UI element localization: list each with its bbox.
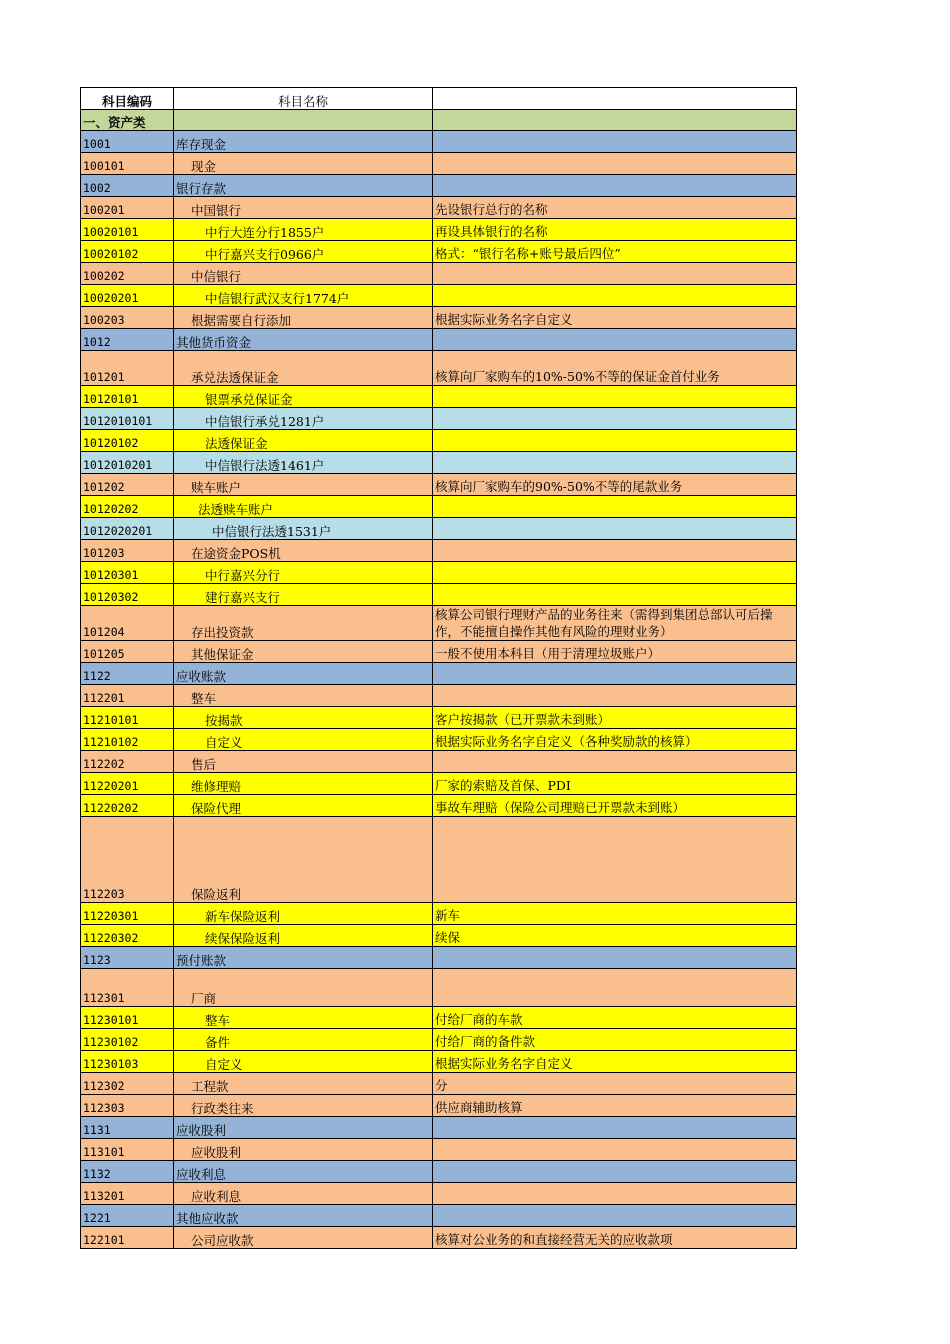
account-description: 分 <box>433 1073 797 1095</box>
account-code: 112201 <box>81 685 174 707</box>
account-name: 自定义 <box>174 729 433 751</box>
account-row <box>81 219 797 241</box>
header-code: 科目编码 <box>81 88 174 110</box>
account-description <box>433 175 797 197</box>
account-description: 一般不使用本科目（用于清理垃圾账户） <box>433 641 797 663</box>
account-name: 厂商 <box>174 969 433 1007</box>
account-row <box>81 1073 797 1095</box>
account-code: 10020101 <box>81 219 174 241</box>
account-name: 自定义 <box>174 1051 433 1073</box>
account-code: 112202 <box>81 751 174 773</box>
account-row <box>81 925 797 947</box>
account-description <box>433 153 797 175</box>
account-code: 101205 <box>81 641 174 663</box>
account-code: 1012010101 <box>81 408 174 430</box>
account-name: 中信银行武汉支行1774户 <box>174 285 433 307</box>
account-row <box>81 452 797 474</box>
account-name: 预付账款 <box>174 947 433 969</box>
account-description: 付给厂商的备件款 <box>433 1029 797 1051</box>
account-row <box>81 606 797 641</box>
account-name: 其他货币资金 <box>174 329 433 351</box>
account-name: 中信银行承兑1281户 <box>174 408 433 430</box>
account-code: 11220202 <box>81 795 174 817</box>
account-code: 100203 <box>81 307 174 329</box>
account-name: 中行嘉兴支行0966户 <box>174 241 433 263</box>
account-row <box>81 153 797 175</box>
account-description <box>433 584 797 606</box>
account-row <box>81 1007 797 1029</box>
account-row <box>81 562 797 584</box>
account-row <box>81 175 797 197</box>
account-row <box>81 329 797 351</box>
account-code: 1012010201 <box>81 452 174 474</box>
account-name: 续保保险返利 <box>174 925 433 947</box>
account-code: 10120202 <box>81 496 174 518</box>
account-code: 11220201 <box>81 773 174 795</box>
account-description <box>433 131 797 153</box>
account-description: 厂家的索赔及首保、PDI <box>433 773 797 795</box>
account-row <box>81 1139 797 1161</box>
account-description <box>433 329 797 351</box>
account-description <box>433 496 797 518</box>
account-description: 续保 <box>433 925 797 947</box>
account-row <box>81 685 797 707</box>
account-name: 建行嘉兴支行 <box>174 584 433 606</box>
account-description <box>433 518 797 540</box>
account-description: 新车 <box>433 903 797 925</box>
account-name: 应收账款 <box>174 663 433 685</box>
account-code: 1122 <box>81 663 174 685</box>
account-description: 格式：“银行名称+账号最后四位” <box>433 241 797 263</box>
chart-of-accounts-table <box>80 87 797 1249</box>
account-code: 10120301 <box>81 562 174 584</box>
account-code: 11210102 <box>81 729 174 751</box>
account-row <box>81 707 797 729</box>
account-name: 中信银行法透1531户 <box>174 518 433 540</box>
account-description <box>433 386 797 408</box>
account-row <box>81 241 797 263</box>
account-code: 1221 <box>81 1205 174 1227</box>
account-code: 101201 <box>81 351 174 386</box>
account-name: 根据需要自行添加 <box>174 307 433 329</box>
account-name: 应收股利 <box>174 1139 433 1161</box>
account-description <box>433 947 797 969</box>
account-name: 现金 <box>174 153 433 175</box>
account-description <box>433 263 797 285</box>
account-name: 银票承兑保证金 <box>174 386 433 408</box>
account-code: 122101 <box>81 1227 174 1249</box>
account-row <box>81 386 797 408</box>
account-row <box>81 496 797 518</box>
account-row <box>81 773 797 795</box>
account-code: 112301 <box>81 969 174 1007</box>
account-row <box>81 1095 797 1117</box>
account-code: 1131 <box>81 1117 174 1139</box>
account-name: 保险代理 <box>174 795 433 817</box>
account-row <box>81 1205 797 1227</box>
account-description <box>433 817 797 903</box>
account-code: 100101 <box>81 153 174 175</box>
account-row <box>81 540 797 562</box>
account-row <box>81 474 797 496</box>
account-description <box>433 285 797 307</box>
account-description <box>433 562 797 584</box>
account-row <box>81 263 797 285</box>
account-code: 1012020201 <box>81 518 174 540</box>
account-code: 1132 <box>81 1161 174 1183</box>
account-description <box>433 969 797 1007</box>
account-name: 整车 <box>174 1007 433 1029</box>
account-description: 事故车理赔（保险公司理赔已开票款未到账） <box>433 795 797 817</box>
account-description <box>433 685 797 707</box>
account-row <box>81 430 797 452</box>
account-name: 法透赎车账户 <box>174 496 433 518</box>
account-description: 供应商辅助核算 <box>433 1095 797 1117</box>
account-row <box>81 131 797 153</box>
account-code: 101202 <box>81 474 174 496</box>
account-row <box>81 817 797 903</box>
account-code: 1002 <box>81 175 174 197</box>
account-code: 11210101 <box>81 707 174 729</box>
account-name: 银行存款 <box>174 175 433 197</box>
account-code: 101204 <box>81 606 174 641</box>
account-description: 核算对公业务的和直接经营无关的应收款项 <box>433 1227 797 1249</box>
section-row <box>81 110 797 131</box>
account-description: 根据实际业务名字自定义 <box>433 1051 797 1073</box>
account-row <box>81 1029 797 1051</box>
account-code: 10120302 <box>81 584 174 606</box>
account-row <box>81 969 797 1007</box>
account-row <box>81 1117 797 1139</box>
account-row <box>81 307 797 329</box>
account-code: 10120102 <box>81 430 174 452</box>
account-description: 根据实际业务名字自定义 <box>433 307 797 329</box>
account-name: 新车保险返利 <box>174 903 433 925</box>
account-name: 在途资金POS机 <box>174 540 433 562</box>
account-code: 10120101 <box>81 386 174 408</box>
account-row <box>81 729 797 751</box>
account-description <box>433 1205 797 1227</box>
account-code: 10020201 <box>81 285 174 307</box>
account-name: 备件 <box>174 1029 433 1051</box>
account-name: 维修理赔 <box>174 773 433 795</box>
account-description <box>433 430 797 452</box>
account-code: 1123 <box>81 947 174 969</box>
account-name: 中信银行 <box>174 263 433 285</box>
account-description: 先设银行总行的名称 <box>433 197 797 219</box>
account-name: 保险返利 <box>174 817 433 903</box>
account-description: 客户按揭款（已开票款未到账） <box>433 707 797 729</box>
account-description <box>433 663 797 685</box>
account-name: 中行嘉兴分行 <box>174 562 433 584</box>
account-row <box>81 518 797 540</box>
section-blank <box>433 110 797 131</box>
account-code: 112303 <box>81 1095 174 1117</box>
account-name: 其他应收款 <box>174 1205 433 1227</box>
account-name: 库存现金 <box>174 131 433 153</box>
account-row <box>81 285 797 307</box>
account-row <box>81 947 797 969</box>
account-code: 100202 <box>81 263 174 285</box>
account-code: 113101 <box>81 1139 174 1161</box>
account-description <box>433 1183 797 1205</box>
account-name: 按揭款 <box>174 707 433 729</box>
header-desc <box>433 88 797 110</box>
account-name: 公司应收款 <box>174 1227 433 1249</box>
account-name: 赎车账户 <box>174 474 433 496</box>
account-name: 中行大连分行1855户 <box>174 219 433 241</box>
account-description <box>433 540 797 562</box>
header-row <box>81 88 797 110</box>
account-code: 112302 <box>81 1073 174 1095</box>
account-row <box>81 641 797 663</box>
section-label: 一、资产类 <box>81 110 174 131</box>
account-description <box>433 751 797 773</box>
account-row <box>81 1183 797 1205</box>
section-blank <box>174 110 433 131</box>
account-row <box>81 903 797 925</box>
account-name: 承兑法透保证金 <box>174 351 433 386</box>
account-name: 中国银行 <box>174 197 433 219</box>
account-name: 工程款 <box>174 1073 433 1095</box>
account-row <box>81 795 797 817</box>
account-row <box>81 751 797 773</box>
account-code: 1001 <box>81 131 174 153</box>
account-description: 根据实际业务名字自定义（各种奖励款的核算） <box>433 729 797 751</box>
account-description <box>433 1161 797 1183</box>
account-code: 11230101 <box>81 1007 174 1029</box>
account-row <box>81 663 797 685</box>
account-code: 11230103 <box>81 1051 174 1073</box>
account-name: 整车 <box>174 685 433 707</box>
account-code: 112203 <box>81 817 174 903</box>
account-name: 存出投资款 <box>174 606 433 641</box>
account-code: 100201 <box>81 197 174 219</box>
account-code: 11230102 <box>81 1029 174 1051</box>
account-code: 113201 <box>81 1183 174 1205</box>
account-row <box>81 1051 797 1073</box>
account-name: 应收利息 <box>174 1183 433 1205</box>
account-name: 售后 <box>174 751 433 773</box>
account-name: 行政类往来 <box>174 1095 433 1117</box>
account-code: 10020102 <box>81 241 174 263</box>
account-row <box>81 1227 797 1249</box>
account-code: 1012 <box>81 329 174 351</box>
account-description <box>433 452 797 474</box>
header-name: 科目名称 <box>174 88 433 110</box>
account-name: 其他保证金 <box>174 641 433 663</box>
account-code: 11220302 <box>81 925 174 947</box>
account-description: 核算向厂家购车的90%-50%不等的尾款业务 <box>433 474 797 496</box>
account-description <box>433 1117 797 1139</box>
account-code: 101203 <box>81 540 174 562</box>
account-description: 再设具体银行的名称 <box>433 219 797 241</box>
account-description <box>433 408 797 430</box>
account-description: 核算公司银行理财产品的业务往来（需得到集团总部认可后操作，不能擅自操作其他有风险的理财业务） <box>433 606 797 641</box>
account-row <box>81 197 797 219</box>
account-name: 应收股利 <box>174 1117 433 1139</box>
account-description: 核算向厂家购车的10%-50%不等的保证金首付业务 <box>433 351 797 386</box>
account-name: 中信银行法透1461户 <box>174 452 433 474</box>
account-row <box>81 1161 797 1183</box>
account-row <box>81 584 797 606</box>
account-row <box>81 408 797 430</box>
account-row <box>81 351 797 386</box>
account-description: 付给厂商的车款 <box>433 1007 797 1029</box>
account-name: 应收利息 <box>174 1161 433 1183</box>
account-description <box>433 1139 797 1161</box>
account-code: 11220301 <box>81 903 174 925</box>
account-name: 法透保证金 <box>174 430 433 452</box>
